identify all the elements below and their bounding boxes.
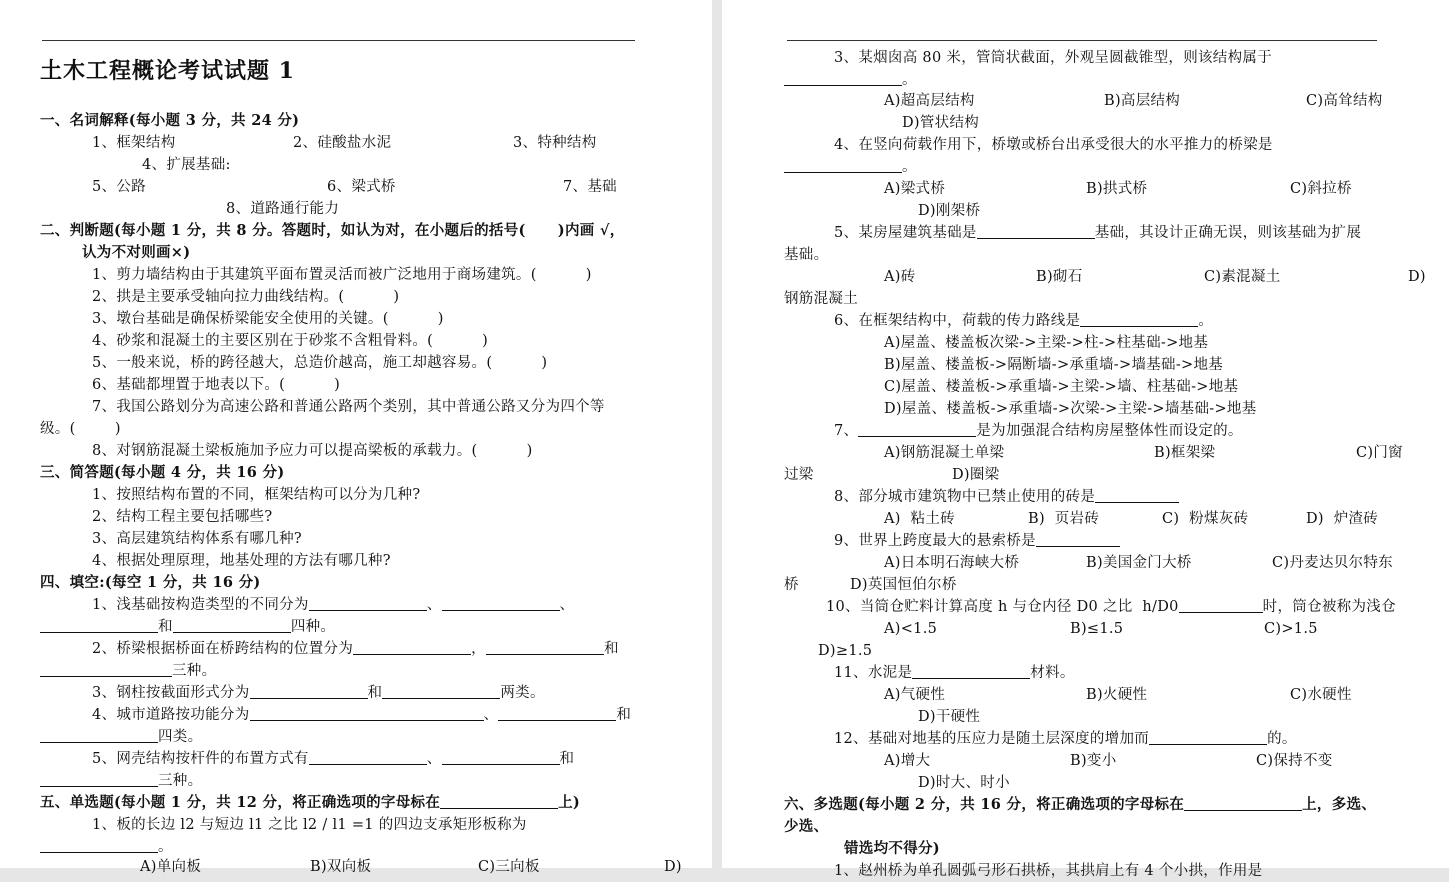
question-item: 6、梁式桥 (327, 179, 396, 195)
question-item: 4、根据处理原理，地基处理的方法有哪几种? (92, 553, 391, 569)
question-item: 3、墩台基础是确保桥梁能安全使用的关键。( ) (92, 311, 444, 327)
document-page-left (0, 0, 712, 875)
option-item: 过梁 (784, 467, 814, 483)
section-heading: 一、名词解释(每小题 3 分，共 24 分) (40, 112, 300, 129)
option-item: A)屋盖、楼盖板次梁->主梁->柱->柱基础->地基 (884, 335, 1209, 351)
option-item: B)美国金门大桥 (1086, 555, 1192, 571)
question-item: 1、浅基础按构造类型的不同分为 、 、 (92, 597, 575, 613)
option-item: C)素混凝土 (1204, 269, 1281, 285)
question-item: 2、结构工程主要包括哪些? (92, 509, 273, 525)
question-item: 5、网壳结构按杆件的布置方式有 、 和 (92, 751, 575, 767)
option-item: C)丹麦达贝尔特东 (1272, 555, 1393, 571)
option-item: D) (664, 859, 682, 875)
question-item: 6、基础都埋置于地表以下。( ) (92, 377, 341, 393)
question-item: 3、特种结构 (513, 135, 597, 151)
option-item: D)圈梁 (952, 467, 1000, 483)
option-item: A)<1.5 (884, 621, 938, 637)
section-heading: 少选、 (784, 818, 829, 835)
question-item: 5、公路 (92, 179, 146, 195)
header-rule (787, 40, 1377, 41)
question-item: 7、我国公路划分为高速公路和普通公路两个类别，其中普通公路又分为四个等 (92, 399, 605, 415)
question-item: 8、道路通行能力 (226, 201, 340, 217)
option-item: B)拱式桥 (1086, 181, 1148, 197)
question-item: 3、某烟囱高 80 米，管筒状截面，外观呈圆截锥型，则该结构属于 (834, 50, 1272, 66)
option-item: D)管状结构 (902, 115, 980, 131)
question-item: 3、高层建筑结构体系有哪几种? (92, 531, 302, 547)
option-item: A)钢筋混凝土单梁 (884, 445, 1005, 461)
option-item: D)屋盖、楼盖板->承重墙->次梁->主梁->墙基础->地基 (884, 401, 1257, 417)
question-item: 3、钢柱按截面形式分为 和 两类。 (92, 685, 545, 701)
option-item: B)框架梁 (1154, 445, 1216, 461)
option-item: A)梁式桥 (884, 181, 946, 197)
section-heading: 五、单选题(每小题 1 分，共 12 分，将正确选项的字母标在 上) (40, 794, 581, 811)
option-item: C)高耸结构 (1306, 93, 1383, 109)
question-item: 5、一般来说，桥的跨径越大，总造价越高，施工却越容易。( ) (92, 355, 548, 371)
exam-title: 土木工程概论考试试题 1 (40, 58, 295, 84)
option-item: C)>1.5 (1264, 621, 1318, 637)
question-item: 9、世界上跨度最大的悬索桥是 (834, 530, 1120, 552)
option-item: B)双向板 (310, 859, 372, 875)
question-item: 基础。 (784, 247, 829, 263)
question-item: 12、基础对地基的压应力是随土层深度的增加而 的。 (834, 731, 1297, 747)
question-item: 和 四种。 (40, 616, 335, 638)
option-item: B)变小 (1070, 753, 1117, 769)
option-item: A)超高层结构 (884, 93, 975, 109)
option-item: A)气硬性 (884, 687, 946, 703)
question-item: 2、桥梁根据桥面在桥跨结构的位置分为 ， 和 (92, 641, 619, 657)
option-item: C)屋盖、楼盖板->承重墙->主梁->墙、柱基础->地基 (884, 379, 1239, 395)
header-rule (42, 40, 635, 41)
question-item: 1、框架结构 (92, 135, 176, 151)
question-item: 1、剪力墙结构由于其建筑平面布置灵活而被广泛地用于商场建筑。( ) (92, 267, 592, 283)
question-item: 4、在竖向荷载作用下，桥墩或桥台出承受很大的水平推力的桥梁是 (834, 137, 1273, 153)
question-item: 1、板的长边 l2 与短边 l1 之比 l2 / l1 =1 的四边支承矩形板称为 (92, 817, 527, 833)
option-item: D) 炉渣砖 (1306, 511, 1379, 527)
question-item: 4、城市道路按功能分为 、 和 (92, 707, 632, 723)
question-item: 2、硅酸盐水泥 (293, 135, 392, 151)
question-item: 三种。 (40, 770, 202, 792)
question-item: 级。( ) (40, 421, 121, 437)
option-item: A)日本明石海峡大桥 (884, 555, 1020, 571)
option-item: B)屋盖、楼盖板->隔断墙->承重墙->墙基础->地基 (884, 357, 1224, 373)
question-item: 。 (784, 156, 917, 178)
option-item: B)砌石 (1036, 269, 1083, 285)
question-item: 1、赵州桥为单孔圆弧弓形石拱桥，其拱肩上有 4 个小拱，作用是 (834, 863, 1263, 879)
option-item: A)单向板 (140, 859, 202, 875)
question-item: 1、按照结构布置的不同，框架结构可以分为几种? (92, 487, 421, 503)
question-item: 2、拱是主要承受轴向拉力曲线结构。( ) (92, 289, 400, 305)
option-item: C)门窗 (1356, 445, 1403, 461)
option-item: D)时大、时小 (918, 775, 1010, 791)
question-item: 4、砂浆和混凝土的主要区别在于砂浆不含粗骨料。( ) (92, 333, 489, 349)
option-item: B) 页岩砖 (1028, 511, 1100, 527)
option-item: D)英国恒伯尔桥 (850, 577, 957, 593)
question-item: 7、 是为加强混合结构房屋整体性而设定的。 (834, 423, 1243, 439)
option-item: D)刚架桥 (918, 203, 981, 219)
option-item: B)≤1.5 (1070, 621, 1124, 637)
option-item: 桥 (784, 577, 799, 593)
section-heading: 错选均不得分) (844, 840, 940, 857)
question-item: 8、部分城市建筑物中已禁止使用的砖是 (834, 486, 1179, 508)
question-item: 10、当筒仓贮料计算高度 h 与仓内径 D0 之比 h/D0 时，筒仓被称为浅仓 (826, 599, 1396, 615)
question-item: 6、在框架结构中，荷载的传力路线是 。 (834, 313, 1214, 329)
option-item: D)干硬性 (918, 709, 981, 725)
question-item: 4、扩展基础: (142, 157, 231, 173)
question-item: 。 (40, 836, 173, 858)
option-item: B)火硬性 (1086, 687, 1148, 703)
option-item: C) 粉煤灰砖 (1162, 511, 1249, 527)
document-page-right (722, 0, 1449, 879)
option-item: 钢筋混凝土 (784, 291, 858, 307)
option-item: C)斜拉桥 (1290, 181, 1352, 197)
option-item: C)三向板 (478, 859, 540, 875)
option-item: A)增大 (884, 753, 931, 769)
option-item: C)水硬性 (1290, 687, 1352, 703)
section-heading: 四、填空:(每空 1 分，共 16 分) (40, 574, 261, 591)
option-item: D)≥1.5 (818, 643, 873, 659)
option-item: A) 粘土砖 (884, 511, 955, 527)
option-item: B)高层结构 (1104, 93, 1181, 109)
option-item: C)保持不变 (1256, 753, 1333, 769)
section-heading: 六、多选题(每小题 2 分，共 16 分，将正确选项的字母标在 上，多选、 (784, 796, 1377, 813)
question-item: 三种。 (40, 660, 216, 682)
option-item: D) (1408, 269, 1426, 285)
question-item: 7、基础 (563, 179, 617, 195)
option-item: A)砖 (884, 269, 916, 285)
question-item: 5、某房屋建筑基础是 基础，其设计正确无误，则该基础为扩展 (834, 225, 1362, 241)
section-heading: 二、判断题(每小题 1 分，共 8 分。答题时，如认为对，在小题后的括号( )内画 √， (40, 222, 625, 239)
section-heading: 认为不对则画×) (82, 244, 191, 261)
question-item: 四类。 (40, 726, 202, 748)
question-item: 。 (784, 69, 917, 91)
question-item: 8、对钢筋混凝土梁板施加予应力可以提高梁板的承载力。( ) (92, 443, 533, 459)
section-heading: 三、简答题(每小题 4 分，共 16 分) (40, 464, 285, 481)
question-item: 11、水泥是 材料。 (834, 665, 1075, 681)
